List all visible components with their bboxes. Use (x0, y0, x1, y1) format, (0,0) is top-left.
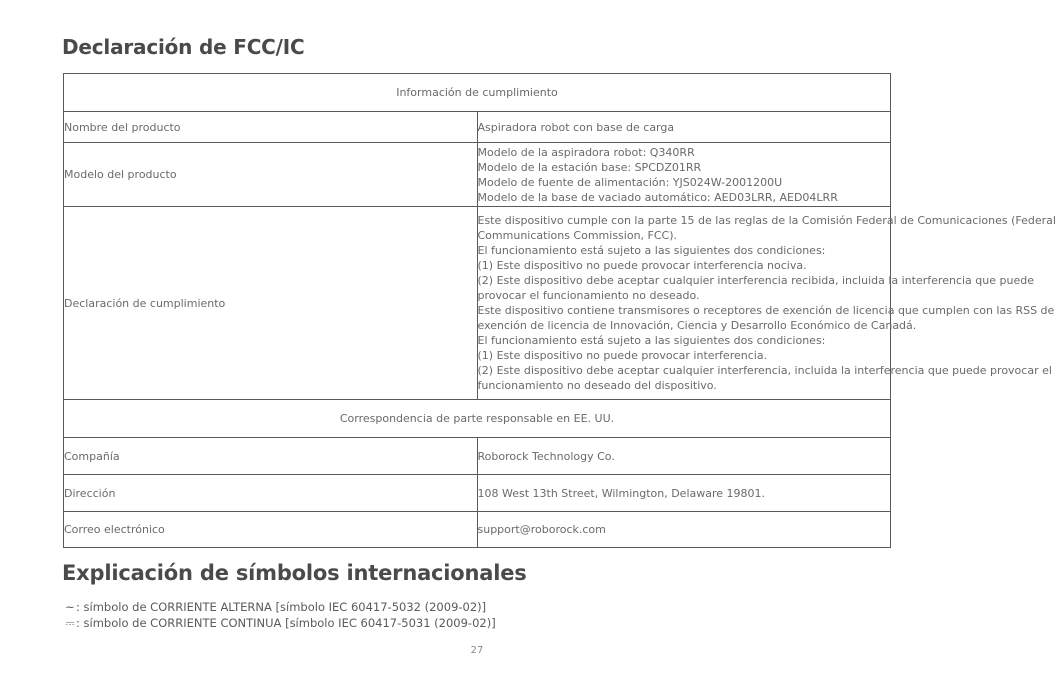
row-label: Compañía (64, 438, 478, 475)
table-row (64, 112, 891, 143)
symbols-list (64, 599, 496, 631)
table-row (64, 207, 891, 400)
section-header-responsible-party: Correspondencia de parte responsable en EE. UU. (64, 400, 891, 438)
row-label: Modelo del producto (64, 143, 478, 207)
row-label: Declaración de cumplimiento (64, 207, 478, 400)
row-value: Aspiradora robot con base de carga (477, 112, 891, 143)
table-row (64, 512, 891, 548)
table-row (64, 475, 891, 512)
row-value: Este dispositivo cumple con la parte 15 de las reglas de la Comisión Federal de Comunicaciones (Federal Communications Commission, FCC). El funcionamiento está sujeto a las siguientes dos condiciones: (1) Este dispositivo no puede provocar interferencia nociva. (2) Este dispositivo debe aceptar cualquier interferencia recibida, incluida la interferencia que puede provocar el funcionamiento no deseado. Este dispositivo contiene transmisores o receptores de exención de licencia que cumplen con las RSS de exención de licencia de Innovación, Ciencia y Desarrollo Económico de Canadá. El funcionamiento está sujeto a las siguientes dos condiciones: (1) Este dispositivo no puede provocar interferencia. (2) Este dispositivo debe aceptar cualquier interferencia, incluida la interferencia que puede provocar el funcionamiento no deseado del dispositivo. (477, 207, 891, 400)
row-label: Correo electrónico (64, 512, 478, 548)
symbols-title: Explicación de símbolos internacionales (62, 561, 527, 585)
row-label: Nombre del producto (64, 112, 478, 143)
row-value: Roborock Technology Co. (477, 438, 891, 475)
list-item: ~: símbolo de CORRIENTE ALTERNA [símbolo IEC 60417-5032 (2009-02)] (65, 600, 487, 614)
table-row (64, 143, 891, 207)
section-header-compliance: Información de cumplimiento (64, 74, 891, 112)
compliance-table (63, 73, 1056, 548)
table-row (64, 438, 891, 475)
page-title: Declaración de FCC/IC (62, 35, 305, 59)
alternating-current-icon: ~ (65, 600, 75, 614)
page-number: 27 (470, 645, 484, 656)
direct-current-icon: ⎓ (65, 616, 75, 630)
row-label: Dirección (64, 475, 478, 512)
list-item: ⎓: símbolo de CORRIENTE CONTINUA [símbolo IEC 60417-5031 (2009-02)] (65, 616, 496, 630)
email-value: support@roborock.com (477, 512, 891, 548)
row-value: Modelo de la aspiradora robot: Q340RR Modelo de la estación base: SPCDZ01RR Modelo de fuente de alimentación: YJS024W-2001200U Modelo de la base de vaciado automático: AED03LRR, AED04LRR (477, 143, 891, 207)
row-value: 108 West 13th Street, Wilmington, Delaware 19801. (477, 475, 891, 512)
